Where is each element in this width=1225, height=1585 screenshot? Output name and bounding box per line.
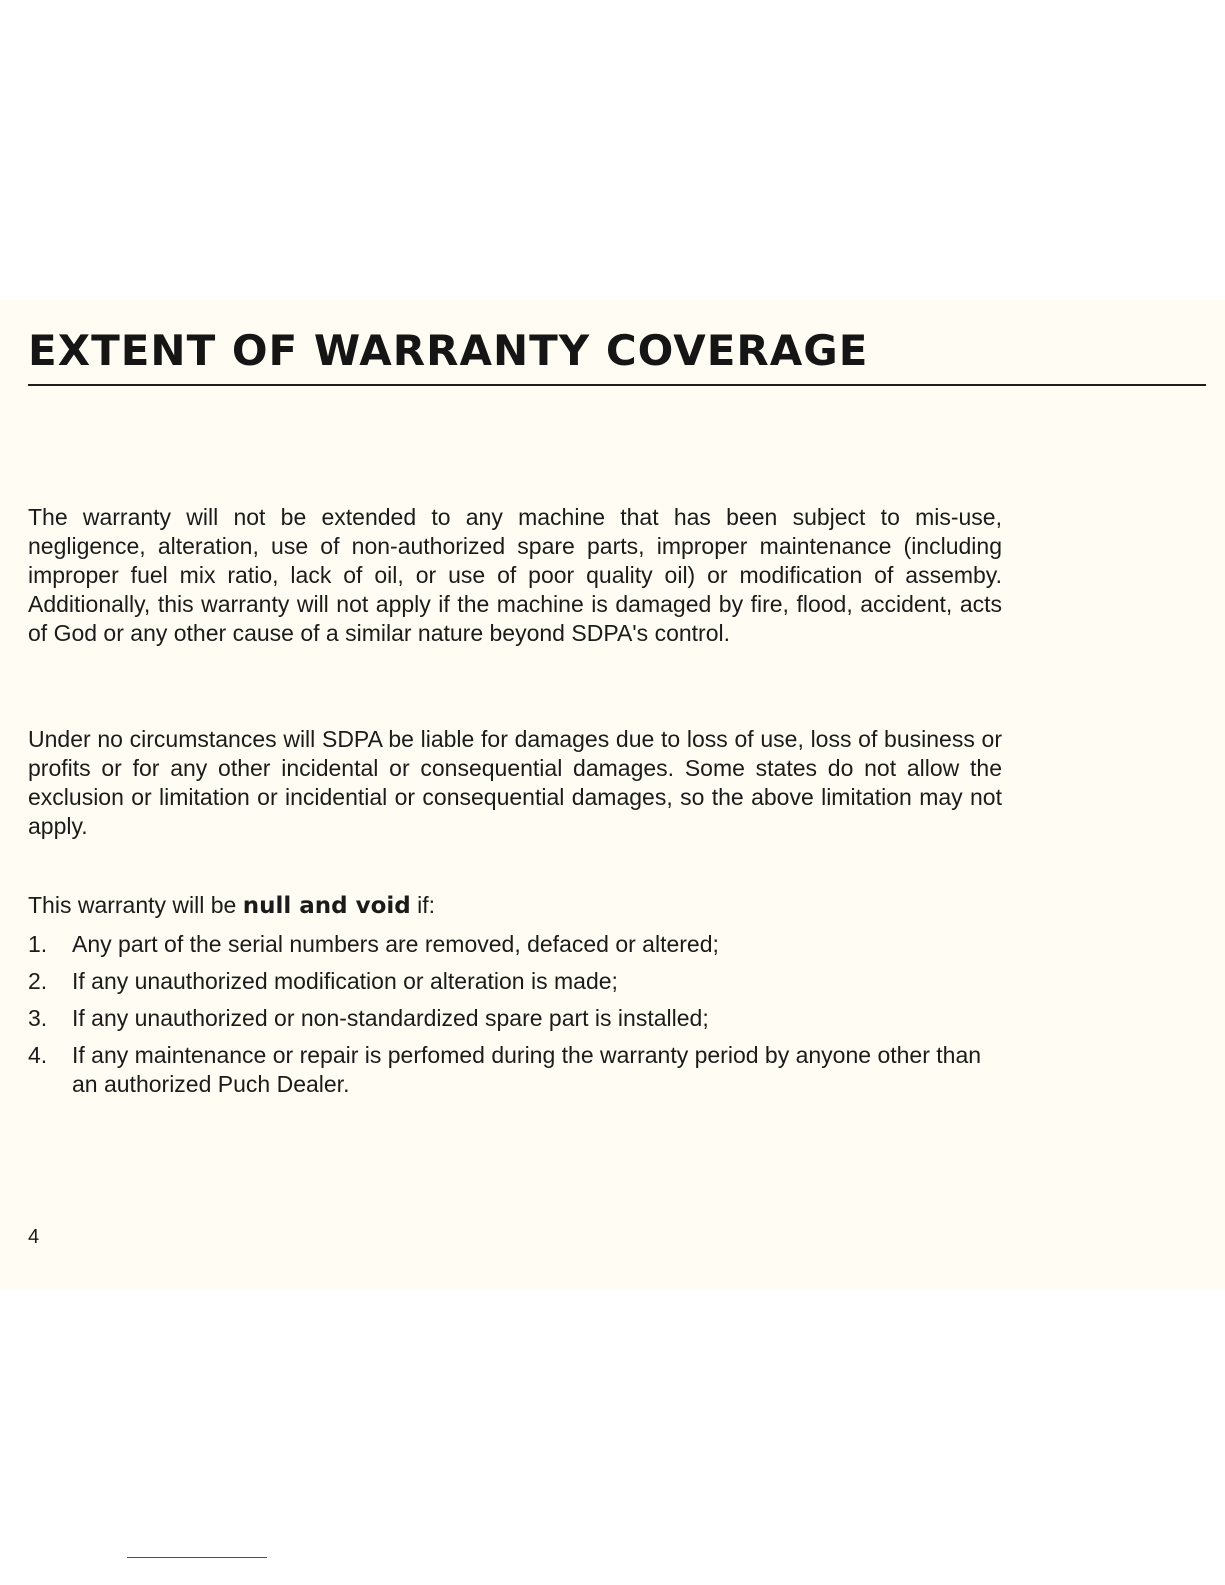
void-condition-item	[28, 1041, 1002, 1099]
page-heading: EXTENT OF WARRANTY COVERAGE	[28, 326, 869, 375]
void-condition-item	[28, 1004, 1002, 1033]
condition-text: If any maintenance or repair is perfomed during the warranty period by anyone other than an authorized Puch Dealer.	[72, 1042, 982, 1097]
condition-text: Any part of the serial numbers are removed, defaced or altered;	[72, 931, 719, 957]
heading-rule	[28, 384, 1206, 386]
condition-text: If any unauthorized or non-standardized spare part is installed;	[72, 1005, 709, 1031]
condition-number: 2.	[28, 968, 48, 994]
condition-number: 1.	[28, 931, 48, 957]
void-clause-prefix: This warranty will be	[28, 892, 237, 918]
liability-paragraph: Under no circumstances will SDPA be liable for damages due to loss of use, loss of business or profits or for any other incidental or consequential damages. Some states do not allow the exclusion or limitation or incidential or consequential damages, so the above limitation may not apply.	[28, 726, 1002, 839]
void-clause-emphasis: null and void	[242, 893, 411, 919]
condition-number: 3.	[28, 1005, 48, 1031]
underline-mark	[127, 1557, 267, 1558]
page-number: 4	[28, 1226, 40, 1248]
void-condition-item	[28, 930, 1002, 959]
condition-text: If any unauthorized modification or alteration is made;	[72, 968, 618, 994]
void-clause-suffix: if:	[417, 892, 436, 918]
void-clause-intro	[28, 891, 435, 921]
void-conditions-list	[28, 930, 1002, 1107]
condition-number: 4.	[28, 1042, 48, 1068]
exclusions-paragraph: The warranty will not be extended to any machine that has been subject to mis-use, negligence, alteration, use of non-authorized spare parts, improper maintenance (including improper fuel mix ratio, lack of oil, or use of poor quality oil) or modification of assemby. Additionally, this warranty will not apply if the machine is damaged by fire, flood, accident, acts of God or any other cause of a similar nature beyond SDPA's control.	[28, 504, 1002, 646]
void-condition-item	[28, 967, 1002, 996]
